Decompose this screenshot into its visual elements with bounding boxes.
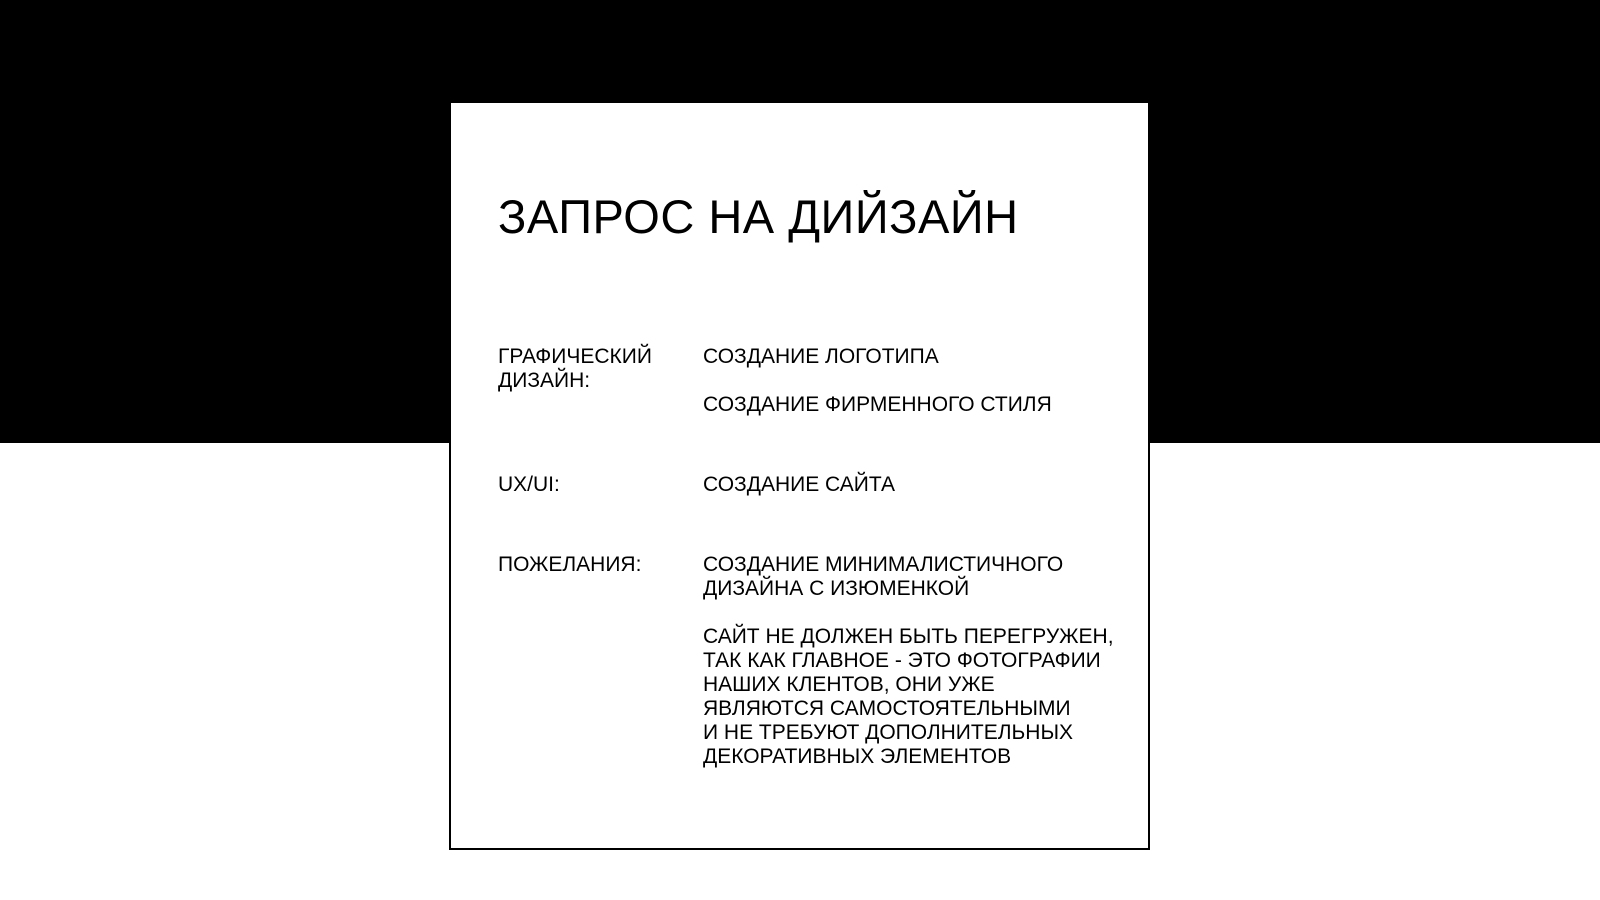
page-title: ЗАПРОС НА ДИЙЗАЙН [498, 190, 1019, 243]
design-request-card [449, 101, 1150, 850]
label-graphic-design: ГРАФИЧЕСКИЙ ДИЗАЙН: [498, 345, 652, 392]
item-logo-creation: СОЗДАНИЕ ЛОГОТИПА [703, 345, 939, 368]
item-website-creation: СОЗДАНИЕ САЙТА [703, 473, 895, 496]
item-site-requirements: САЙТ НЕ ДОЛЖЕН БЫТЬ ПЕРЕГРУЖЕН, ТАК КАК ГЛАВНОЕ - ЭТО ФОТОГРАФИИ НАШИХ КЛЕНТОВ, ОНИ УЖЕ ЯВЛЯЮТСЯ САМОСТОЯТЕЛЬНЫМИ И НЕ ТРЕБУЮТ ДОПОЛНИТЕЛЬНЫХ ДЕКОРАТИВНЫХ ЭЛЕМЕНТОВ [703, 625, 1114, 768]
item-minimalist-design: СОЗДАНИЕ МИНИМАЛИСТИЧНОГО ДИЗАЙНА С ИЗЮМЕНКОЙ [703, 553, 1064, 600]
label-wishes: ПОЖЕЛАНИЯ: [498, 553, 642, 576]
label-ux-ui: UX/UI: [498, 473, 560, 496]
item-brand-identity: СОЗДАНИЕ ФИРМЕННОГО СТИЛЯ [703, 393, 1052, 416]
